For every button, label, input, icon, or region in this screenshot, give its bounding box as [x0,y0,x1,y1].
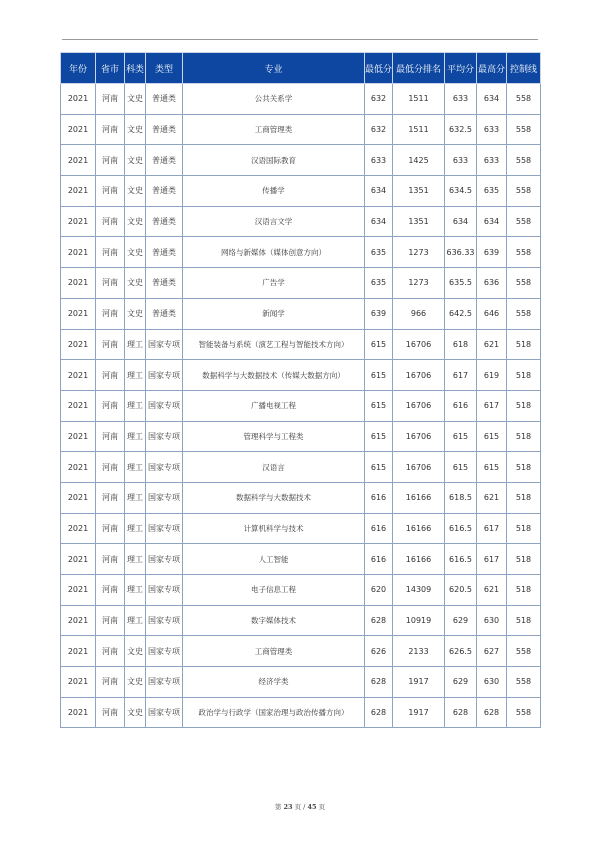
cell-year: 2021 [61,667,96,698]
cell-province: 河南 [96,84,125,115]
cell-control-line: 518 [507,605,541,636]
cell-province: 河南 [96,667,125,698]
cell-year: 2021 [61,298,96,329]
cell-year: 2021 [61,452,96,483]
table-row [61,421,541,452]
cell-year: 2021 [61,360,96,391]
cell-min-score: 616 [365,482,393,513]
cell-avg-score: 615 [445,452,477,483]
cell-min-score-rank: 1351 [393,206,445,237]
cell-control-line: 558 [507,145,541,176]
cell-admission-type: 普通类 [146,298,183,329]
cell-avg-score: 634.5 [445,176,477,207]
cell-subject-category: 文史 [125,237,146,268]
cell-min-score-rank: 10919 [393,605,445,636]
top-divider [62,39,538,40]
cell-min-score-rank: 16706 [393,421,445,452]
cell-min-score: 626 [365,636,393,667]
cell-year: 2021 [61,390,96,421]
cell-province: 河南 [96,329,125,360]
cell-min-score-rank: 1425 [393,145,445,176]
cell-year: 2021 [61,513,96,544]
cell-max-score: 634 [477,206,507,237]
cell-subject-category: 文史 [125,667,146,698]
cell-min-score-rank: 1917 [393,667,445,698]
cell-min-score-rank: 1511 [393,114,445,145]
cell-min-score: 635 [365,237,393,268]
page-footer [0,802,600,811]
cell-major: 政治学与行政学（国家治理与政治传播方向） [183,697,365,728]
cell-admission-type: 国家专项 [146,421,183,452]
cell-admission-type: 普通类 [146,114,183,145]
cell-min-score: 628 [365,605,393,636]
cell-province: 河南 [96,513,125,544]
cell-province: 河南 [96,206,125,237]
cell-year: 2021 [61,575,96,606]
cell-year: 2021 [61,206,96,237]
cell-major: 经济学类 [183,667,365,698]
cell-major: 工商管理类 [183,636,365,667]
cell-min-score: 616 [365,544,393,575]
table-row [61,513,541,544]
cell-year: 2021 [61,268,96,299]
cell-max-score: 633 [477,145,507,176]
cell-min-score: 628 [365,667,393,698]
table-row [61,360,541,391]
footer-prefix: 第 [274,803,282,811]
cell-min-score-rank: 1273 [393,237,445,268]
cell-subject-category: 文史 [125,298,146,329]
cell-min-score: 616 [365,513,393,544]
cell-year: 2021 [61,114,96,145]
cell-min-score: 634 [365,176,393,207]
cell-subject-category: 文史 [125,114,146,145]
cell-control-line: 558 [507,237,541,268]
cell-min-score: 635 [365,268,393,299]
cell-province: 河南 [96,482,125,513]
cell-min-score: 633 [365,145,393,176]
cell-admission-type: 普通类 [146,176,183,207]
cell-admission-type: 普通类 [146,84,183,115]
column-header-control-line: 控制线 [507,53,541,84]
cell-max-score: 635 [477,176,507,207]
cell-year: 2021 [61,636,96,667]
cell-major: 广告学 [183,268,365,299]
cell-max-score: 630 [477,605,507,636]
cell-max-score: 646 [477,298,507,329]
current-page-number: 23 [283,803,293,811]
cell-avg-score: 616 [445,390,477,421]
cell-province: 河南 [96,636,125,667]
cell-min-score-rank: 1273 [393,268,445,299]
cell-min-score-rank: 16706 [393,360,445,391]
cell-avg-score: 642.5 [445,298,477,329]
cell-year: 2021 [61,145,96,176]
cell-province: 河南 [96,360,125,391]
cell-year: 2021 [61,482,96,513]
cell-admission-type: 国家专项 [146,575,183,606]
cell-min-score: 628 [365,697,393,728]
cell-major: 人工智能 [183,544,365,575]
cell-major: 广播电视工程 [183,390,365,421]
cell-year: 2021 [61,176,96,207]
cell-avg-score: 634 [445,206,477,237]
table-row [61,206,541,237]
cell-max-score: 627 [477,636,507,667]
footer-suffix: 页 [318,803,326,811]
cell-province: 河南 [96,605,125,636]
column-header-province: 省市 [96,53,125,84]
cell-min-score-rank: 16166 [393,482,445,513]
cell-max-score: 639 [477,237,507,268]
cell-max-score: 633 [477,114,507,145]
cell-max-score: 617 [477,390,507,421]
cell-major: 智能装备与系统（演艺工程与智能技术方向） [183,329,365,360]
cell-major: 网络与新媒体（媒体创意方向） [183,237,365,268]
cell-admission-type: 国家专项 [146,482,183,513]
cell-province: 河南 [96,390,125,421]
cell-subject-category: 理工 [125,513,146,544]
cell-province: 河南 [96,145,125,176]
footer-middle: 页 / [294,803,306,811]
cell-max-score: 636 [477,268,507,299]
cell-min-score-rank: 16706 [393,452,445,483]
cell-subject-category: 文史 [125,206,146,237]
column-header-major: 专业 [183,53,365,84]
cell-min-score-rank: 16166 [393,513,445,544]
cell-control-line: 518 [507,452,541,483]
cell-major: 计算机科学与技术 [183,513,365,544]
cell-province: 河南 [96,298,125,329]
cell-control-line: 518 [507,544,541,575]
cell-avg-score: 626.5 [445,636,477,667]
cell-admission-type: 国家专项 [146,452,183,483]
cell-year: 2021 [61,84,96,115]
column-header-avg-score: 平均分 [445,53,477,84]
cell-subject-category: 理工 [125,575,146,606]
cell-min-score-rank: 1917 [393,697,445,728]
cell-max-score: 621 [477,575,507,606]
cell-max-score: 615 [477,421,507,452]
column-header-subject-category: 科类 [125,53,146,84]
cell-avg-score: 633 [445,145,477,176]
cell-major: 传播学 [183,176,365,207]
column-header-min-score: 最低分 [365,53,393,84]
cell-subject-category: 理工 [125,360,146,391]
admission-scores-table [60,52,541,728]
table-row [61,605,541,636]
cell-major: 汉语言文学 [183,206,365,237]
cell-major: 新闻学 [183,298,365,329]
cell-control-line: 518 [507,390,541,421]
cell-max-score: 621 [477,482,507,513]
cell-avg-score: 618 [445,329,477,360]
total-pages-number: 45 [307,803,317,811]
cell-admission-type: 国家专项 [146,513,183,544]
cell-year: 2021 [61,421,96,452]
cell-min-score: 615 [365,421,393,452]
cell-province: 河南 [96,575,125,606]
cell-subject-category: 理工 [125,452,146,483]
table-row [61,268,541,299]
cell-min-score-rank: 16166 [393,544,445,575]
cell-subject-category: 文史 [125,636,146,667]
cell-year: 2021 [61,544,96,575]
cell-avg-score: 617 [445,360,477,391]
cell-province: 河南 [96,176,125,207]
cell-control-line: 518 [507,513,541,544]
cell-control-line: 558 [507,206,541,237]
table-row [61,176,541,207]
cell-province: 河南 [96,268,125,299]
cell-control-line: 558 [507,176,541,207]
cell-control-line: 518 [507,360,541,391]
table-row [61,145,541,176]
cell-subject-category: 理工 [125,482,146,513]
cell-major: 数据科学与大数据技术（传媒大数据方向） [183,360,365,391]
cell-min-score-rank: 1511 [393,84,445,115]
cell-control-line: 558 [507,298,541,329]
cell-avg-score: 635.5 [445,268,477,299]
cell-min-score: 615 [365,360,393,391]
cell-admission-type: 普通类 [146,268,183,299]
cell-subject-category: 文史 [125,84,146,115]
cell-max-score: 628 [477,697,507,728]
cell-province: 河南 [96,114,125,145]
cell-max-score: 617 [477,513,507,544]
cell-control-line: 558 [507,636,541,667]
cell-avg-score: 616.5 [445,544,477,575]
cell-avg-score: 618.5 [445,482,477,513]
cell-major: 数字媒体技术 [183,605,365,636]
cell-min-score-rank: 2133 [393,636,445,667]
cell-min-score: 615 [365,329,393,360]
cell-province: 河南 [96,421,125,452]
table-row [61,575,541,606]
table-row [61,114,541,145]
table-header-row [61,53,541,84]
cell-subject-category: 文史 [125,697,146,728]
cell-control-line: 518 [507,329,541,360]
cell-major: 管理科学与工程类 [183,421,365,452]
cell-subject-category: 文史 [125,145,146,176]
cell-min-score-rank: 14309 [393,575,445,606]
cell-min-score: 632 [365,84,393,115]
cell-admission-type: 国家专项 [146,697,183,728]
cell-max-score: 619 [477,360,507,391]
table-row [61,84,541,115]
cell-control-line: 518 [507,421,541,452]
cell-admission-type: 国家专项 [146,667,183,698]
table-row [61,329,541,360]
cell-admission-type: 国家专项 [146,360,183,391]
cell-max-score: 630 [477,667,507,698]
cell-year: 2021 [61,329,96,360]
cell-avg-score: 636.33 [445,237,477,268]
table-row [61,482,541,513]
cell-province: 河南 [96,237,125,268]
cell-avg-score: 632.5 [445,114,477,145]
cell-admission-type: 普通类 [146,145,183,176]
cell-year: 2021 [61,697,96,728]
cell-admission-type: 国家专项 [146,636,183,667]
cell-admission-type: 国家专项 [146,390,183,421]
cell-major: 数据科学与大数据技术 [183,482,365,513]
cell-major: 汉语言 [183,452,365,483]
cell-major: 电子信息工程 [183,575,365,606]
cell-subject-category: 文史 [125,176,146,207]
table-row [61,390,541,421]
column-header-year: 年份 [61,53,96,84]
cell-admission-type: 普通类 [146,206,183,237]
cell-min-score: 639 [365,298,393,329]
cell-avg-score: 629 [445,667,477,698]
cell-admission-type: 国家专项 [146,544,183,575]
cell-province: 河南 [96,544,125,575]
cell-max-score: 615 [477,452,507,483]
column-header-min-score-rank: 最低分排名 [393,53,445,84]
table-row [61,298,541,329]
cell-subject-category: 文史 [125,268,146,299]
cell-subject-category: 理工 [125,421,146,452]
cell-min-score-rank: 966 [393,298,445,329]
cell-province: 河南 [96,697,125,728]
cell-admission-type: 普通类 [146,237,183,268]
cell-major: 工商管理类 [183,114,365,145]
cell-admission-type: 国家专项 [146,605,183,636]
cell-max-score: 617 [477,544,507,575]
cell-control-line: 558 [507,697,541,728]
cell-avg-score: 629 [445,605,477,636]
table-row [61,667,541,698]
cell-min-score: 615 [365,390,393,421]
cell-avg-score: 615 [445,421,477,452]
cell-control-line: 558 [507,84,541,115]
cell-min-score: 632 [365,114,393,145]
cell-subject-category: 理工 [125,390,146,421]
cell-avg-score: 620.5 [445,575,477,606]
cell-min-score-rank: 1351 [393,176,445,207]
table-row [61,544,541,575]
cell-avg-score: 633 [445,84,477,115]
cell-max-score: 634 [477,84,507,115]
cell-major: 汉语国际教育 [183,145,365,176]
table-row [61,697,541,728]
cell-subject-category: 理工 [125,329,146,360]
column-header-admission-type: 类型 [146,53,183,84]
cell-year: 2021 [61,237,96,268]
cell-admission-type: 国家专项 [146,329,183,360]
cell-min-score-rank: 16706 [393,329,445,360]
cell-control-line: 558 [507,667,541,698]
cell-min-score: 620 [365,575,393,606]
cell-max-score: 621 [477,329,507,360]
cell-avg-score: 628 [445,697,477,728]
cell-control-line: 558 [507,114,541,145]
cell-control-line: 518 [507,482,541,513]
cell-min-score: 634 [365,206,393,237]
cell-subject-category: 理工 [125,605,146,636]
table-row [61,452,541,483]
cell-control-line: 558 [507,268,541,299]
table-row [61,237,541,268]
cell-major: 公共关系学 [183,84,365,115]
cell-min-score-rank: 16706 [393,390,445,421]
cell-min-score: 615 [365,452,393,483]
cell-province: 河南 [96,452,125,483]
cell-year: 2021 [61,605,96,636]
column-header-max-score: 最高分 [477,53,507,84]
cell-avg-score: 616.5 [445,513,477,544]
table-body [61,84,541,728]
cell-control-line: 518 [507,575,541,606]
cell-subject-category: 理工 [125,544,146,575]
table-row [61,636,541,667]
